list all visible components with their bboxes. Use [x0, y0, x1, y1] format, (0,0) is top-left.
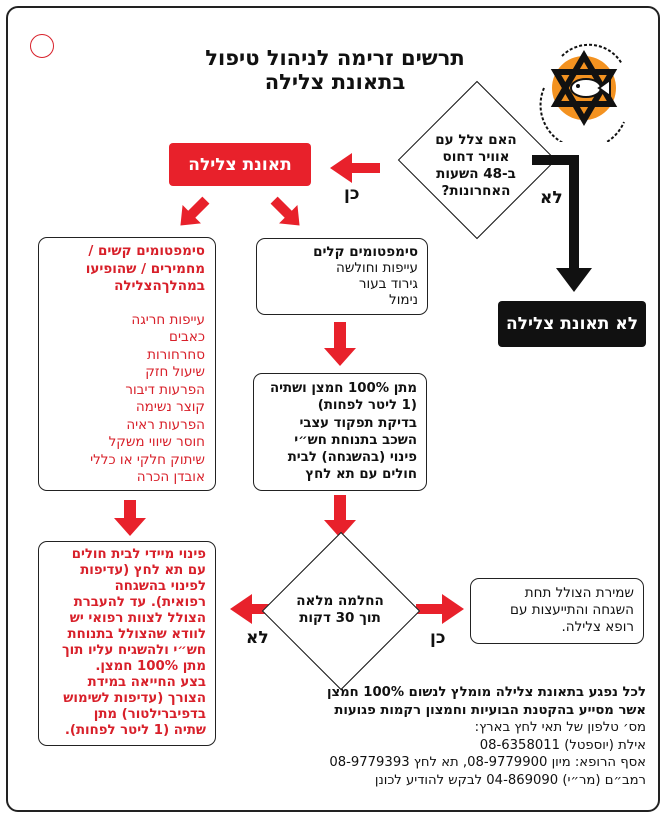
- severe-symptom-item: הפרעות ראיה: [126, 416, 205, 433]
- footer-phone-rambam: רמב״ם (מר״י) 04-869090 לבקש להודיע לכונן: [374, 772, 646, 788]
- severe-symptom-item: אובדן הכרה: [136, 469, 205, 485]
- oxygen-treatment-box: מתן 100% חמצן ושתיה (1 ליטר לפחות) בדיקת תפקוד עצבי השכב בתנוחת חש״י פינוי (בהשגחה) לבית חולים עם תא לחץ: [253, 373, 427, 491]
- mild-symptoms-heading: סימפטומים קלים: [313, 244, 418, 260]
- severe-symptom-item: הפרעות דיבור: [125, 381, 205, 398]
- label-no-2: לא: [246, 628, 269, 648]
- mild-symptom-item: גירוד בעור: [358, 276, 418, 292]
- mild-symptom-item: עייפות וחולשה: [336, 260, 418, 276]
- label-yes-2: כן: [430, 628, 446, 648]
- arrow-to-mild: [265, 191, 309, 235]
- severe-symptom-item: חוסר שיווי משקל: [108, 434, 205, 450]
- supervision-box: שמירת הצולל תחת השגחה והתייעצות עם רופא צלילה.: [470, 578, 644, 644]
- severe-symptoms-box: [38, 237, 216, 491]
- yes-arrow-to-supervise: [416, 594, 464, 624]
- decision-recent-dive-text: האם צלל עם אוויר דחוס ב-48 השעות האחרונות?: [435, 132, 517, 199]
- severe-symptom-item: עייפות חריגה: [131, 311, 205, 328]
- footer-phone-assaf-harofe: אסף הרופא: מיון 08-9779900, תא לחץ 08-9779393: [329, 755, 646, 770]
- label-no-1: לא: [540, 188, 563, 208]
- severe-heading-line: מחמירים / שהופיעו: [85, 260, 205, 277]
- severe-symptom-item: כאבים: [169, 329, 205, 345]
- arrow-severe-to-evac: [114, 500, 146, 536]
- mild-symptom-item: נימול: [389, 292, 418, 308]
- title-line-1: תרשים זרימה לניהול טיפול: [205, 46, 465, 70]
- mild-symptoms-box: [256, 238, 428, 315]
- title-line-2: בתאונת צלילה: [264, 70, 406, 94]
- footer-info: [284, 684, 646, 789]
- diving-accident-box: תאונת צלילה: [169, 143, 311, 186]
- footer-phone-heading: מס׳ טלפון של תאי לחץ בארץ:: [474, 720, 646, 735]
- severe-symptom-item: סחרחורות: [147, 346, 205, 363]
- decision-recovery-text: החלמה מלאה תוך 30 דקות: [296, 593, 384, 626]
- severe-heading-line: במהלךהצלילה: [114, 278, 205, 294]
- severe-heading-line: סימפטומים קשים /: [88, 243, 205, 259]
- no-path-line: [532, 160, 574, 270]
- arrow-mild-to-oxygen: [324, 322, 356, 366]
- arrow-to-severe: [171, 191, 215, 235]
- yes-arrow-to-accident: [330, 153, 380, 183]
- label-yes-1: כן: [344, 184, 360, 204]
- footer-oxygen-note: לכל נפגע בתאונת צלילה מומלץ לנשום 100% חמצן: [326, 685, 646, 700]
- no-path-arrowhead: [556, 268, 592, 292]
- severe-symptom-item: קוצר נשימה: [135, 399, 205, 415]
- no-diving-accident-box: לא תאונת צלילה: [498, 301, 646, 347]
- footer-oxygen-note: אשר מסייע בהקטנת הבועיות וחמצון רקמות פגועות: [334, 702, 646, 718]
- footer-phone-eilat: אילת (יוספטל) 08-6358011: [479, 737, 646, 753]
- immediate-evacuation-box: פינוי מיידי לבית חולים עם תא לחץ (עדיפות לפינוי בהשגחה רפואית). עד להעברת הצולל לצוות רפואי יש לוודא שהצולל בתנוחת חש״י ולהשגיח עליו תוך מתן 100% חמצן. בצע החייאה במידת הצורך (עדיפות לשימוש בדפיברילטור) מתן שתיה (1 ליטר לפחות).: [38, 541, 216, 746]
- severe-symptom-item: שיעול חזק: [145, 364, 205, 380]
- severe-symptom-item: שיתוק חלקי או כללי: [90, 451, 205, 468]
